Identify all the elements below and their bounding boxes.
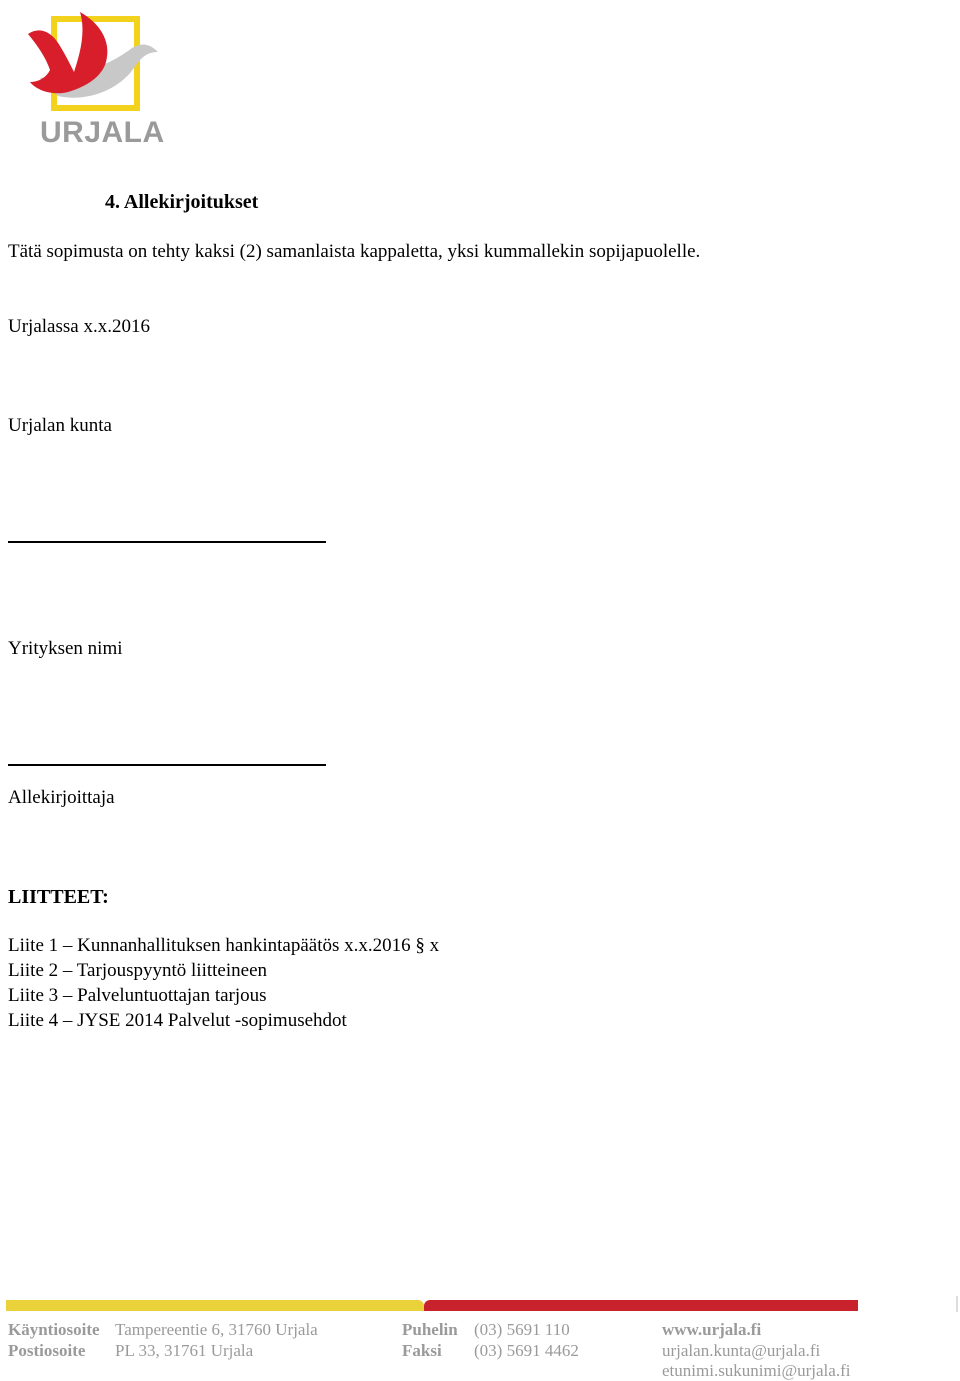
footer-bar-red: [424, 1300, 858, 1311]
intro-paragraph: Tätä sopimusta on tehty kaksi (2) samanlaista kappaletta, yksi kummallekin sopijapuolelle.: [8, 241, 701, 262]
party-2-name: Yrityksen nimi: [8, 638, 123, 659]
section-heading: 4. Allekirjoitukset: [105, 191, 259, 213]
footer-fax-number: (03) 5691 4462: [474, 1341, 579, 1360]
signature-line-2: [8, 764, 326, 766]
attachment-item: Liite 1 – Kunnanhallituksen hankintapäätös x.x.2016 § x: [8, 935, 440, 956]
footer-email-link[interactable]: urjalan.kunta@urjala.fi: [662, 1341, 821, 1360]
party-1-name: Urjalan kunta: [8, 415, 112, 436]
footer-fax-label: Faksi: [402, 1341, 442, 1360]
attachment-item: Liite 3 – Palveluntuottajan tarjous: [8, 985, 267, 1006]
attachment-item: Liite 4 – JYSE 2014 Palvelut -sopimusehdot: [8, 1010, 347, 1031]
footer-website-link[interactable]: www.urjala.fi: [662, 1320, 762, 1339]
signature-line-1: [8, 541, 326, 543]
footer-bar-yellow: [6, 1300, 424, 1311]
footer-phone-label: Puhelin: [402, 1320, 458, 1339]
attachments-title: LIITTEET:: [8, 886, 109, 908]
footer-post-label: Postiosoite: [8, 1341, 86, 1360]
logo-wordmark: URJALA: [40, 116, 165, 149]
footer-email-template: etunimi.sukunimi@urjala.fi: [662, 1361, 851, 1380]
place-date: Urjalassa x.x.2016: [8, 316, 150, 337]
signer-label: Allekirjoittaja: [8, 787, 115, 808]
attachment-item: Liite 2 – Tarjouspyyntö liitteineen: [8, 960, 267, 981]
footer-visit-label: Käyntiosoite: [8, 1320, 100, 1339]
footer-edge-mark: [956, 1296, 958, 1312]
footer-post-address: PL 33, 31761 Urjala: [115, 1341, 254, 1360]
footer-phone-number: (03) 5691 110: [474, 1320, 570, 1339]
footer-visit-address: Tampereentie 6, 31760 Urjala: [115, 1320, 318, 1339]
